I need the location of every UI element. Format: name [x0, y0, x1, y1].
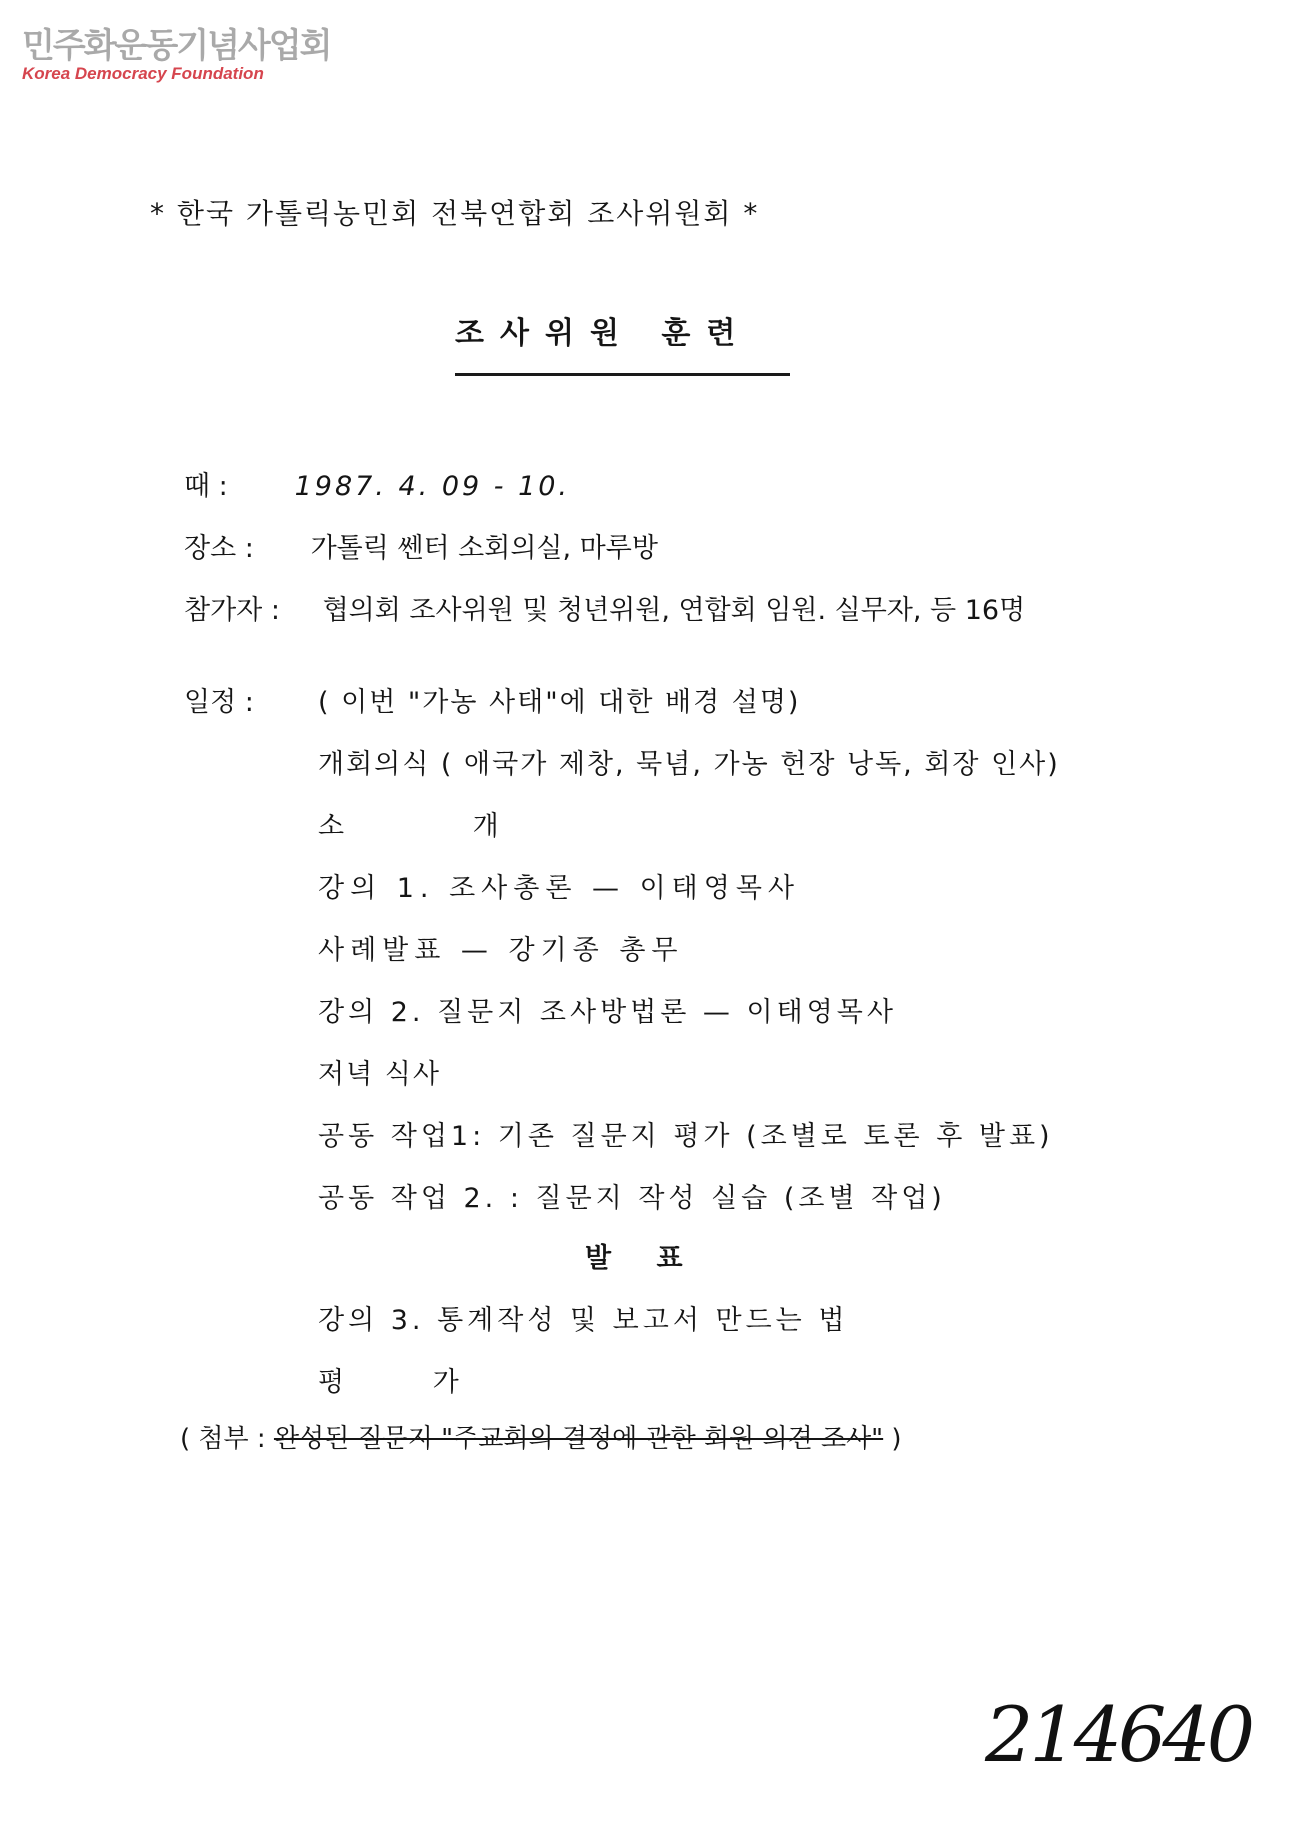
place-label: 장소 : — [184, 533, 254, 564]
watermark-english: Korea Democracy Foundation — [22, 64, 264, 83]
date-row — [184, 464, 570, 503]
schedule-item: 소 개 — [318, 811, 559, 842]
attachment-text: 완성된 질문지 "주교회의 결정에 관한 회원 의견 조사" — [273, 1424, 884, 1454]
schedule-item: 발 표 — [585, 1243, 701, 1274]
date-label: 때 : — [184, 471, 228, 502]
attachment-open: ( 첨부 : — [180, 1424, 274, 1454]
attachment-close: ) — [883, 1424, 902, 1454]
watermark-korean: 민주화운동기념사업회 — [22, 26, 331, 66]
schedule-item: 강의 3. 통계작성 및 보고서 만드는 법 — [318, 1305, 849, 1336]
schedule-item: 공동 작업1: 기존 질문지 평가 (조별로 토론 후 발표) — [318, 1121, 1054, 1152]
schedule-label: 일정 : — [184, 687, 254, 718]
document-header: * 한국 가톨릭농민회 전북연합회 조사위원회 * — [150, 197, 760, 230]
document-title: 조사위원 훈련 — [455, 316, 752, 351]
participants-value: 협의회 조사위원 및 청년위원, 연합회 임원. 실무자, 등 16명 — [322, 595, 1026, 626]
schedule-item: 사례발표 — 강기종 총무 — [318, 935, 684, 966]
title-underline — [455, 373, 790, 376]
schedule-item: 강의 2. 질문지 조사방법론 — 이태영목사 — [318, 997, 897, 1028]
participants-row — [184, 588, 1025, 627]
schedule-item: 저녁 식사 — [318, 1059, 441, 1090]
schedule-item: ( 이번 "가농 사태"에 대한 배경 설명) — [318, 687, 801, 718]
place-value: 가톨릭 쎈터 소회의실, 마루방 — [310, 533, 658, 564]
place-row — [184, 526, 658, 565]
participants-label: 참가자 : — [184, 595, 280, 626]
schedule-item: 개회의식 ( 애국가 제창, 묵념, 가농 헌장 낭독, 회장 인사) — [318, 749, 1060, 780]
document-number: 214640 — [985, 1690, 1252, 1779]
schedule-item: 공동 작업 2. : 질문지 작성 실습 (조별 작업) — [318, 1183, 946, 1214]
date-value: 1987. 4. 09 - 10. — [294, 471, 571, 502]
attachment-note — [180, 1418, 902, 1455]
schedule-item: 평 가 — [318, 1367, 499, 1398]
schedule-item: 강의 1. 조사총론 — 이태영목사 — [318, 873, 800, 904]
